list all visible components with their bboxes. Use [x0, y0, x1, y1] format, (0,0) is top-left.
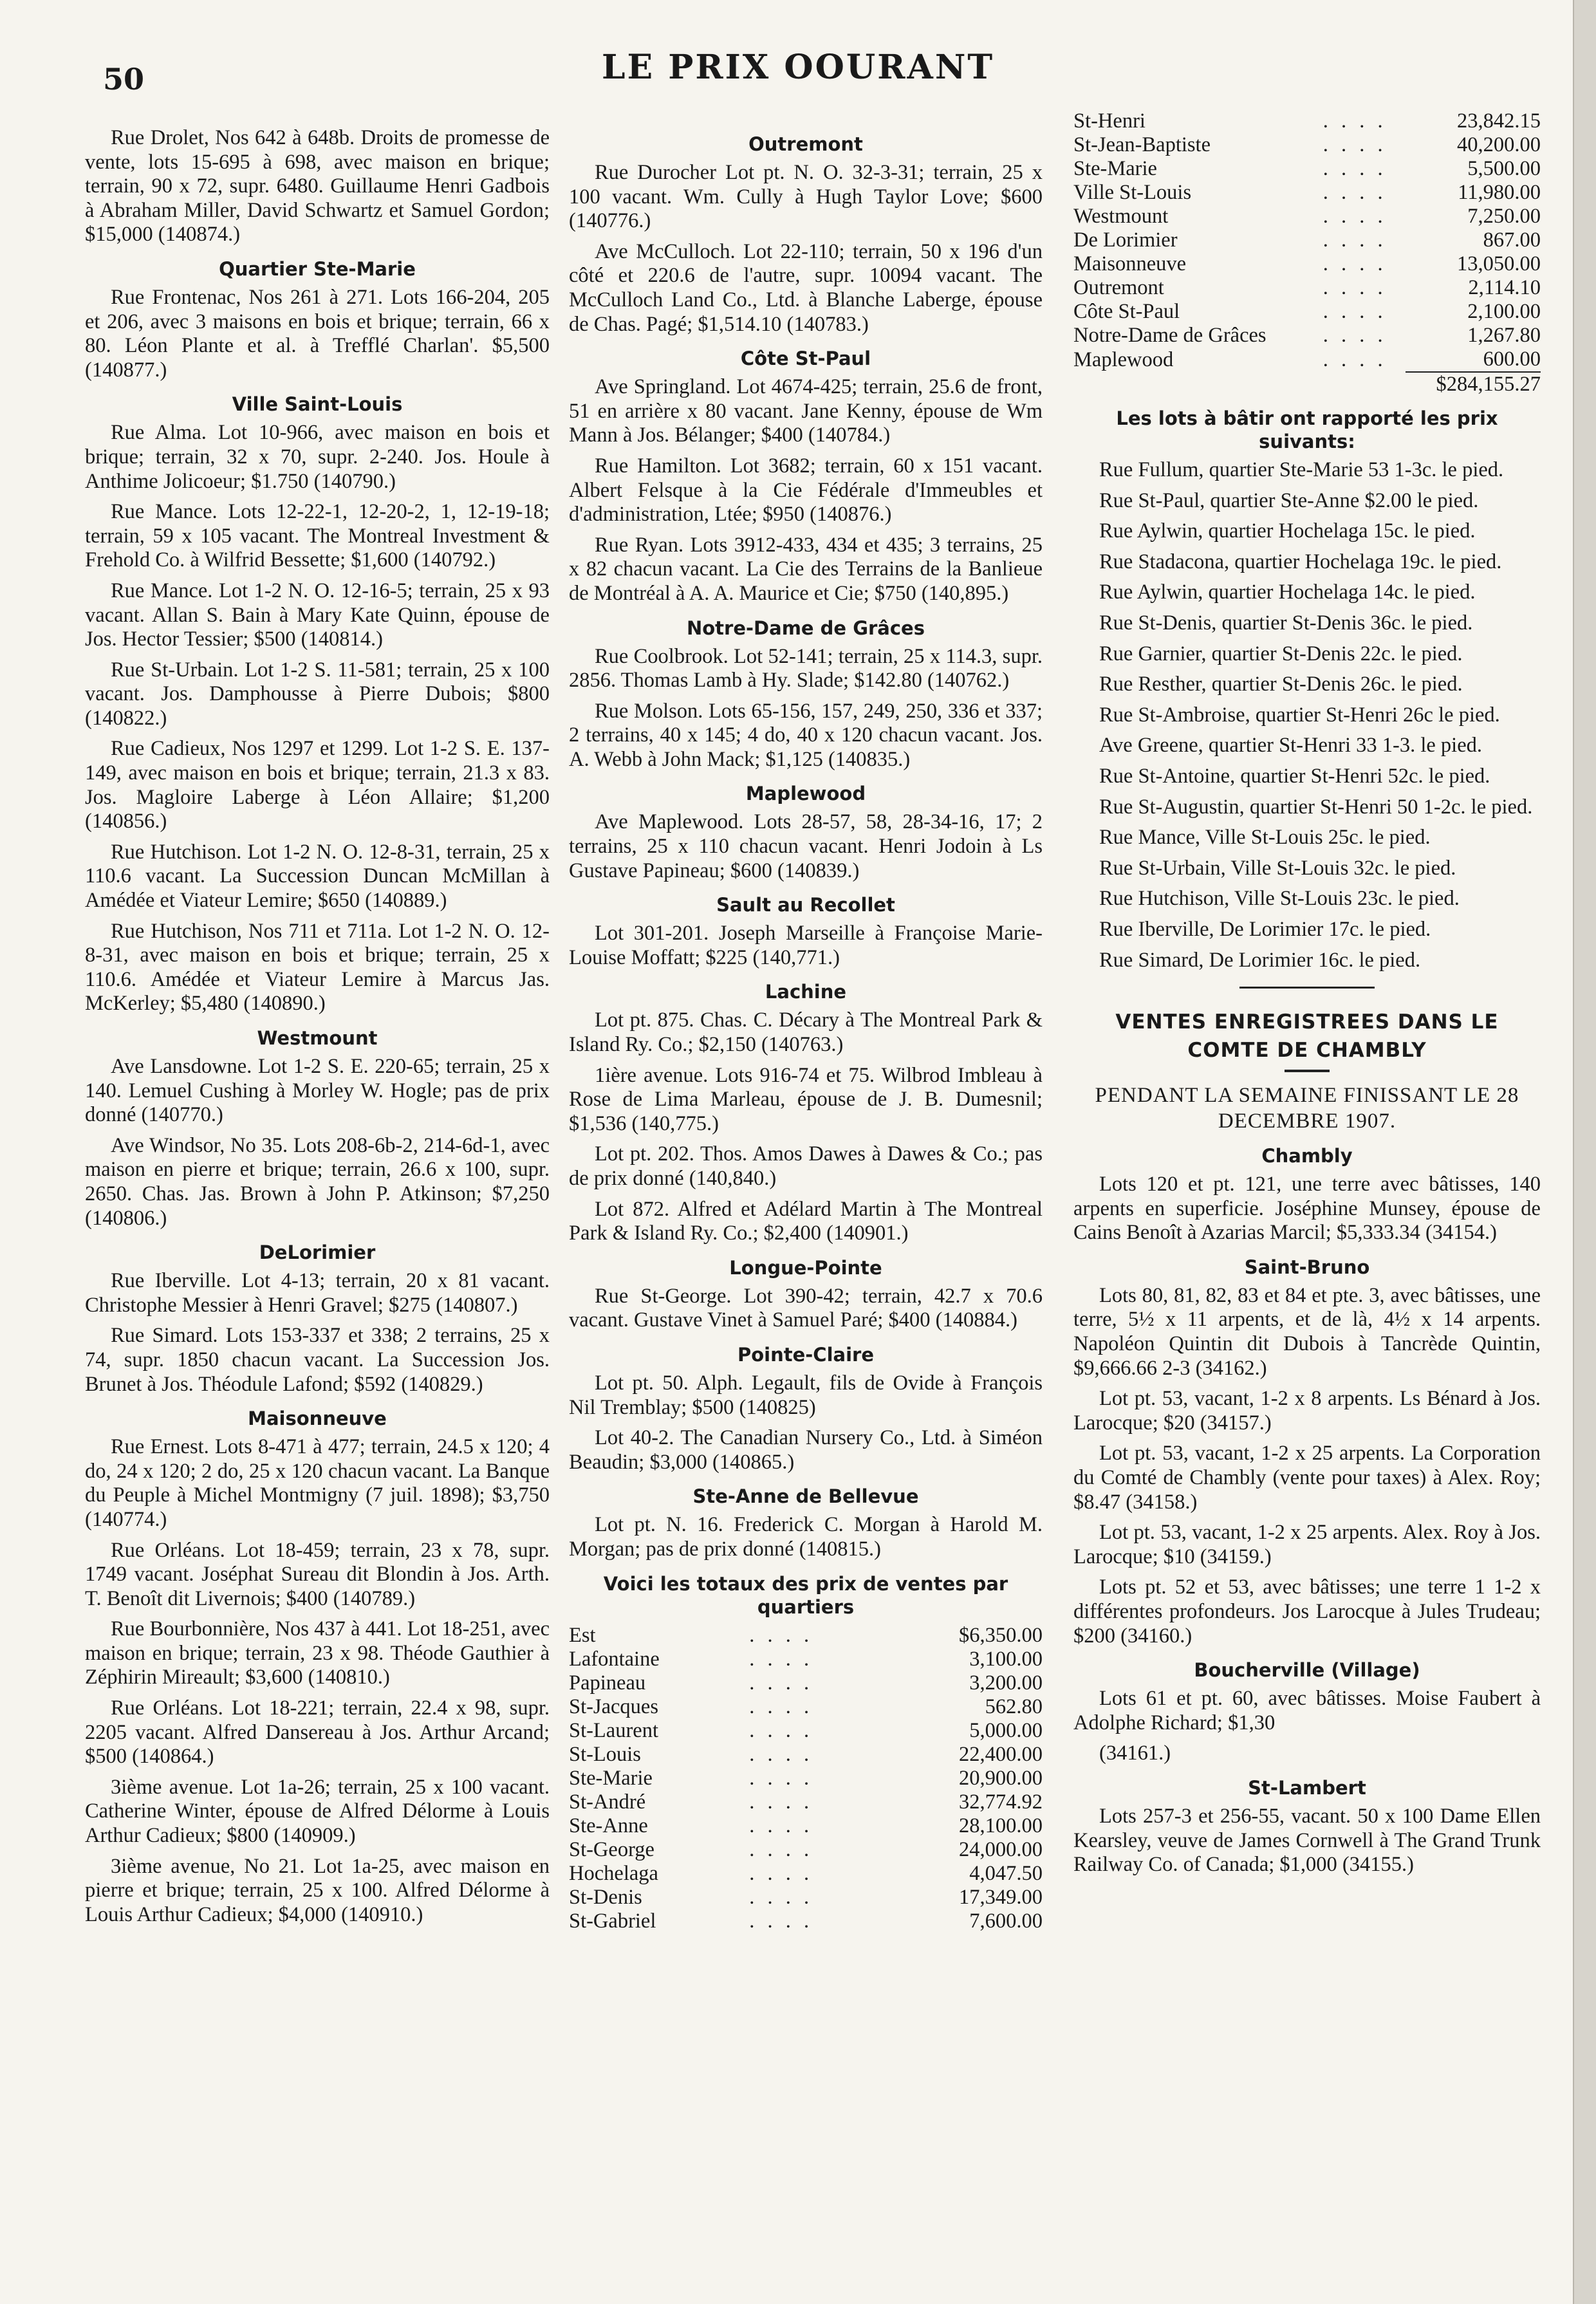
leader-dots: . . . .	[1322, 181, 1387, 204]
quartier-amount: 24,000.00	[959, 1837, 1043, 1861]
quartier-name: Maisonneuve	[1073, 252, 1187, 275]
grand-total: $284,155.27	[1406, 372, 1541, 396]
page-edge	[1573, 0, 1596, 2304]
quartier-amount: 3,200.00	[969, 1671, 1043, 1695]
section-heading: Ville Saint-Louis	[232, 393, 403, 416]
quartier-amount: 17,349.00	[959, 1885, 1043, 1909]
quartier-name: Ste-Marie	[569, 1766, 653, 1790]
leader-dots: . . . .	[749, 1885, 813, 1909]
total-row	[1073, 205, 1541, 228]
total-row	[1073, 133, 1541, 157]
quartier-amount: 562.80	[985, 1695, 1043, 1718]
quartier-amount: 867.00	[1483, 228, 1541, 252]
leader-dots: . . . .	[749, 1671, 813, 1695]
quartier-name: St-Denis	[569, 1885, 642, 1909]
section-heading: Pointe-Claire	[737, 1343, 875, 1366]
sale-entry: Rue Simard, De Lorimier 16c. le pied.	[1099, 948, 1421, 972]
leader-dots: . . . .	[1322, 324, 1387, 347]
leader-dots: . . . .	[749, 1647, 813, 1671]
sale-entry: Ave McCulloch. Lot 22-110; terrain, 50 x 196 d'un côté et 220.6 de l'autre, supr. 10094 vacant. The McCulloch Land Co., Ltd. à Blanche Laberge, épouse de Chas. Pagé; $1,514.10 (140783.)	[569, 239, 1043, 336]
leader-dots: . . . .	[749, 1814, 813, 1837]
leader-dots: . . . .	[749, 1742, 813, 1766]
total-row	[569, 1695, 1043, 1719]
sale-entry: Rue Mance, Ville St-Louis 25c. le pied.	[1099, 826, 1431, 850]
sale-entry: Rue Mance. Lot 1-2 N. O. 12-16-5; terrain, 25 x 93 vacant. Allan S. Bain à Mary Kate Quinn, épouse de Jos. Hector Tessier; $500 (140814.)	[85, 579, 550, 651]
sale-entry: Rue Durocher Lot pt. N. O. 32-3-31; terrain, 25 x 100 vacant. Wm. Cully à Hugh Taylor Love; $600 (140776.)	[569, 161, 1043, 233]
sale-entry: Rue St-Paul, quartier Ste-Anne $2.00 le pied.	[1099, 488, 1479, 512]
sale-entry: Rue Iberville. Lot 4-13; terrain, 20 x 81 vacant. Christophe Messier à Henri Gravel; $275 (140807.)	[85, 1269, 550, 1317]
sale-entry: Rue Orléans. Lot 18-221; terrain, 22.4 x 98, supr. 2205 vacant. Alfred Dansereau à Jos. Arthur Arcand; $500 (140864.)	[85, 1696, 550, 1769]
sale-entry: Rue Hutchison, Ville St-Louis 23c. le pied.	[1099, 887, 1460, 911]
sale-entry: Lots 80, 81, 82, 83 et 84 et pte. 3, avec bâtisses, une terre, 5½ x 11 arpents, et de là, 4½ x 14 arpents. Napoléon Quintin dit Dubois à Tancrède Quintin, $9,666.66 2-3 (34162.)	[1073, 1283, 1541, 1380]
quartier-amount: 32,774.92	[959, 1790, 1043, 1814]
quartier-name: Hochelaga	[569, 1861, 658, 1885]
sale-entry: Rue Coolbrook. Lot 52-141; terrain, 25 x 114.3, supr. 2856. Thomas Lamb à Hy. Slade; $142.80 (140762.)	[569, 644, 1043, 692]
sale-entry: Rue Resther, quartier St-Denis 26c. le pied.	[1099, 673, 1463, 696]
quartier-name: Lafontaine	[569, 1647, 660, 1671]
leader-dots: . . . .	[1322, 252, 1387, 275]
quartier-amount: 7,600.00	[969, 1909, 1043, 1933]
leader-dots: . . . .	[749, 1623, 813, 1647]
sale-entry: Rue Aylwin, quartier Hochelaga 14c. le pied.	[1099, 581, 1476, 604]
sale-entry: Rue Frontenac, Nos 261 à 271. Lots 166-204, 205 et 206, avec 3 maisons en bois et brique; terrain, 66 x 80. Léon Plante et al. à Trefflé Charlan'. $5,500 (140877.)	[85, 285, 550, 382]
sale-entry: Rue Aylwin, quartier Hochelaga 15c. le pied.	[1099, 519, 1476, 543]
section-heading: St-Lambert	[1248, 1776, 1366, 1799]
quartier-name: St-Gabriel	[569, 1909, 656, 1933]
totals-table	[569, 1624, 1043, 1933]
quartier-name: Maplewood	[1073, 348, 1174, 371]
sale-entry: Rue Simard. Lots 153-337 et 338; 2 terrains, 25 x 74, supr. 1850 chacun vacant. La Succession Jos. Brunet à Jos. Théodule Lafond; $592 (140829.)	[85, 1324, 550, 1396]
sale-entry: Rue Hutchison. Lot 1-2 N. O. 12-8-31, terrain, 25 x 110.6 vacant. La Succession Duncan McMillan à Amédée et Viateur Lemire; $650 (140889.)	[85, 840, 550, 913]
sale-entry: Lots 120 et pt. 121, une terre avec bâtisses, 140 arpents en superficie. Joséphine Munsey, épouse de Cains Benoît à Azarias Marcil; $5,333.34 (34154.)	[1073, 1173, 1541, 1245]
sale-entry: Rue St-Antoine, quartier St-Henri 52c. le pied.	[1099, 764, 1490, 788]
sale-entry: Lot pt. 53, vacant, 1-2 x 25 arpents. La Corporation du Comté de Chambly (vente pour taxes) à Alex. Roy; $8.47 (34158.)	[1073, 1442, 1541, 1514]
sale-entry: 1ière avenue. Lots 916-74 et 75. Wilbrod Imbleau à Rose de Lima Marleau, épouse de J. B. Dumesnil; $1,536 (140,775.)	[569, 1063, 1043, 1135]
total-row	[1073, 157, 1541, 181]
quartier-amount: 23,842.15	[1457, 109, 1541, 133]
section-heading: DeLorimier	[259, 1241, 376, 1264]
quartier-name: Ste-Anne	[569, 1814, 648, 1837]
quartier-name: Notre-Dame de Grâces	[1073, 324, 1267, 347]
sale-entry: Rue St-Ambroise, quartier St-Henri 26c le pied.	[1099, 703, 1500, 727]
column-3	[1073, 109, 1541, 1884]
section-heading: Ste-Anne de Bellevue	[692, 1485, 919, 1508]
quartier-amount: 13,050.00	[1457, 252, 1541, 275]
sale-entry: Rue St-Augustin, quartier St-Henri 50 1-2c. le pied.	[1099, 795, 1533, 819]
sale-entry: Rue St-Urbain. Lot 1-2 S. 11-581; terrain, 25 x 100 vacant. Jos. Damphousse à Pierre Dubois; $800 (140822.)	[85, 658, 550, 730]
section-heading: Longue-Pointe	[729, 1256, 882, 1279]
quartier-amount: 22,400.00	[959, 1742, 1043, 1766]
quartier-name: St-Jacques	[569, 1695, 658, 1718]
quartier-amount: 5,500.00	[1467, 157, 1541, 180]
quartier-name: Ste-Marie	[1073, 157, 1157, 180]
leader-dots: . . . .	[1322, 109, 1387, 133]
chambly-heading: VENTES ENREGISTREES DANS LE COMTE DE CHAMBLY	[1115, 1010, 1499, 1063]
total-row	[569, 1743, 1043, 1767]
total-row	[1073, 181, 1541, 205]
sale-entry: Ave Maplewood. Lots 28-57, 58, 28-34-16, 17; 2 terrains, 25 x 110 chacun vacant. Henri Jodoin à Ls Gustave Papineau; $600 (140839.)	[569, 810, 1043, 882]
sale-entry: Lot pt. 202. Thos. Amos Dawes à Dawes & Co.; pas de prix donné (140,840.)	[569, 1142, 1043, 1190]
sale-entry: Ave Lansdowne. Lot 1-2 S. E. 220-65; terrain, 25 x 140. Lemuel Cushing à Morley W. Hogle; pas de prix donné (140770.)	[85, 1055, 550, 1127]
quartier-amount: 11,980.00	[1458, 181, 1541, 204]
total-row	[1073, 252, 1541, 276]
leader-dots: . . . .	[1322, 348, 1387, 371]
column-1	[85, 126, 550, 1933]
section-heading: Les lots à bâtir ont rapporté les prix suivants:	[1116, 407, 1498, 452]
quartier-amount: 2,114.10	[1468, 276, 1541, 299]
quartier-name: St-Henri	[1073, 109, 1146, 133]
section-heading: Chambly	[1261, 1145, 1353, 1167]
total-row	[569, 1719, 1043, 1743]
column-2	[569, 122, 1043, 1933]
total-row	[569, 1909, 1043, 1933]
total-row	[1073, 228, 1541, 252]
sale-entry: Rue Orléans. Lot 18-459; terrain, 23 x 78, supr. 1749 vacant. Joséphat Sureau dit Blondin à Jos. Arth. T. Benoît dit Livernois; $400 (140789.)	[85, 1538, 550, 1610]
quartier-name: St-Laurent	[569, 1718, 658, 1742]
leader-dots: . . . .	[1322, 276, 1387, 299]
total-row	[569, 1790, 1043, 1814]
section-heading: Boucherville (Village)	[1194, 1659, 1420, 1682]
chambly-week: PENDANT LA SEMAINE FINISSANT LE 28 DECEMBRE 1907.	[1095, 1084, 1519, 1133]
total-row	[1073, 348, 1541, 372]
total-row	[569, 1671, 1043, 1695]
total-row	[569, 1838, 1043, 1862]
section-heading: Outremont	[748, 133, 863, 155]
leader-dots: . . . .	[749, 1718, 813, 1742]
leader-dots: . . . .	[749, 1909, 813, 1933]
sale-entry: Rue Ryan. Lots 3912-433, 434 et 435; 3 terrains, 25 x 82 chacun vacant. La Cie des Terrains de la Banlieue de Montréal à A. A. Maurice et Cie; $750 (140,895.)	[569, 533, 1043, 605]
page-number: 50	[103, 62, 145, 97]
quartier-name: Ville St-Louis	[1073, 181, 1192, 204]
quartier-name: St-André	[569, 1790, 646, 1814]
sale-entry: Rue St-Urbain, Ville St-Louis 32c. le pied.	[1099, 856, 1456, 880]
quartier-name: St-Louis	[569, 1742, 641, 1766]
sale-entry: Ave Windsor, No 35. Lots 208-6b-2, 214-6d-1, avec maison en pierre et brique; terrain, 26.6 x 100, supr. 2650. Chas. Jas. Brown à John P. Atkinson; $7,250 (140806.)	[85, 1133, 550, 1230]
total-row	[569, 1814, 1043, 1838]
sale-entry: Lots 61 et pt. 60, avec bâtisses. Moise Faubert à Adolphe Richard; $1,30	[1073, 1687, 1541, 1734]
quartier-name: St-George	[569, 1837, 654, 1861]
sale-entry: Rue Drolet, Nos 642 à 648b. Droits de promesse de vente, lots 15-695 à 698, avec maison en brique; terrain, 90 x 72, supr. 6480. Guillaume Henri Gadbois à Abraham Miller, David Schwartz et Samuel Gordon; $15,000 (140874.)	[85, 126, 550, 246]
sale-entry: Rue Hutchison, Nos 711 et 711a. Lot 1-2 N. O. 12-8-31, avec maison en bois et brique; terrain, 25 x 110.6. Amédée et Viateur Lemire à Marcus Jas. McKerley; $5,480 (140890.)	[85, 919, 550, 1016]
leader-dots: . . . .	[1322, 205, 1387, 228]
leader-dots: . . . .	[1322, 157, 1387, 180]
section-heading: Maplewood	[745, 783, 866, 805]
total-row	[1073, 109, 1541, 133]
total-row	[569, 1767, 1043, 1790]
sale-entry: Rue Molson. Lots 65-156, 157, 249, 250, 336 et 337; 2 terrains, 40 x 145; 4 do, 40 x 120 chacun vacant. Jos. A. Webb à John Mack; $1,125 (140835.)	[569, 699, 1043, 771]
sale-entry: Lot pt. 53, vacant, 1-2 x 25 arpents. Alex. Roy à Jos. Larocque; $10 (34159.)	[1073, 1521, 1541, 1568]
sale-entry: Rue St-Denis, quartier St-Denis 36c. le pied.	[1099, 611, 1473, 635]
sale-entry: Lot 301-201. Joseph Marseille à Françoise Marie-Louise Moffatt; $225 (140,771.)	[569, 922, 1043, 969]
leader-dots: . . . .	[749, 1695, 813, 1718]
sale-entry: Ave Greene, quartier St-Henri 33 1-3. le pied.	[1099, 734, 1483, 757]
sale-entry: Rue Cadieux, Nos 1297 et 1299. Lot 1-2 S. E. 137-149, avec maison en bois et brique; terrain, 21.3 x 83. Jos. Magloire Laberge à Léon Allaire; $1,200 (140856.)	[85, 737, 550, 833]
quartier-amount: 5,000.00	[969, 1718, 1043, 1742]
quartier-amount: 4,047.50	[969, 1861, 1043, 1885]
leader-dots: . . . .	[749, 1837, 813, 1861]
sale-entry: Rue Alma. Lot 10-966, avec maison en bois et brique; terrain, 32 x 70, supr. 2-240. Jos. Houle à Anthime Jolicoeur; $1.750 (140790.)	[85, 421, 550, 493]
section-heading: Quartier Ste-Marie	[219, 257, 416, 280]
sale-entry: 3ième avenue, No 21. Lot 1a-25, avec maison en pierre et brique; terrain, 25 x 100. Alfred Délorme à Louis Arthur Cadieux; $4,000 (140910.)	[85, 1854, 550, 1926]
sale-entry: Rue Bourbonnière, Nos 437 à 441. Lot 18-251, avec maison en brique; terrain, 23 x 98. Théode Gauthier à Zéphirin Mireault; $3,600 (140810.)	[85, 1617, 550, 1689]
quartier-amount: 28,100.00	[959, 1814, 1043, 1837]
sale-entry: (34161.)	[1099, 1742, 1171, 1765]
quartier-amount: 40,200.00	[1457, 133, 1541, 156]
sale-entry: Lot pt. 875. Chas. C. Décary à The Montreal Park & Island Ry. Co.; $2,150 (140763.)	[569, 1008, 1043, 1057]
sale-entry: Rue Ernest. Lots 8-471 à 477; terrain, 24.5 x 120; 4 do, 24 x 120; 2 do, 25 x 120 chacun vacant. La Banque du Peuple à Michel Montmigny (7 juil. 1898); $3,750 (140774.)	[85, 1435, 550, 1531]
total-row	[569, 1862, 1043, 1886]
quartier-amount: 20,900.00	[959, 1766, 1043, 1790]
total-row	[569, 1886, 1043, 1909]
total-row	[1073, 300, 1541, 324]
sale-entry: Lots 257-3 et 256-55, vacant. 50 x 100 Dame Ellen Kearsley, veuve de James Cornwell à The Grand Trunk Railway Co. of Canada; $1,000 (34155.)	[1073, 1804, 1541, 1877]
section-heading: Voici les totaux des prix de ventes par quartiers	[603, 1572, 1008, 1618]
total-row	[569, 1624, 1043, 1648]
leader-dots: . . . .	[749, 1861, 813, 1885]
section-heading: Notre-Dame de Grâces	[686, 617, 925, 639]
quartier-name: St-Jean-Baptiste	[1073, 133, 1211, 156]
sale-entry: Lot 872. Alfred et Adélard Martin à The Montreal Park & Island Ry. Co.; $2,400 (140901.)	[569, 1197, 1043, 1245]
leader-dots: . . . .	[749, 1790, 813, 1814]
section-heading: Westmount	[257, 1027, 378, 1049]
sale-entry: Ave Springland. Lot 4674-425; terrain, 25.6 de front, 51 en arrière x 80 vacant. Jane Kenny, épouse de Wm Mann à Jos. Bélanger; $400 (140784.)	[569, 375, 1043, 447]
sale-entry: Rue Fullum, quartier Ste-Marie 53 1-3c. le pied.	[1099, 458, 1504, 481]
sale-entry: Lot 40-2. The Canadian Nursery Co., Ltd. à Siméon Beaudin; $3,000 (140865.)	[569, 1426, 1043, 1474]
sale-entry: Rue Garnier, quartier St-Denis 22c. le pied.	[1099, 642, 1463, 665]
total-row	[1073, 276, 1541, 300]
section-divider	[1239, 987, 1375, 989]
section-heading: Saint-Bruno	[1244, 1256, 1370, 1278]
quartier-name: De Lorimier	[1073, 228, 1178, 252]
quartier-amount: $6,350.00	[959, 1623, 1043, 1647]
quartier-amount: 2,100.00	[1467, 300, 1541, 323]
totals-table-continued	[1073, 109, 1541, 396]
leader-dots: . . . .	[1322, 133, 1387, 156]
grand-total-row	[1073, 372, 1541, 396]
sale-entry: Lot pt. 50. Alph. Legault, fils de Ovide à François Nil Tremblay; $500 (140825)	[569, 1371, 1043, 1419]
sale-entry: Lots pt. 52 et 53, avec bâtisses; une terre 1 1-2 x différentes profondeurs. Jos Larocque à Jules Trudeau; $200 (34160.)	[1073, 1575, 1541, 1648]
section-heading: Côte St-Paul	[740, 348, 871, 370]
sale-entry: Rue Mance. Lots 12-22-1, 12-20-2, 1, 12-19-18; terrain, 59 x 105 vacant. The Montreal Investment & Frehold Co. à Wilfrid Bessette; $1,600 (140792.)	[85, 500, 550, 572]
leader-dots: . . . .	[749, 1766, 813, 1790]
quartier-name: Côte St-Paul	[1073, 300, 1180, 323]
quartier-name: Est	[569, 1623, 596, 1647]
sale-entry: Rue St-George. Lot 390-42; terrain, 42.7 x 70.6 vacant. Gustave Vinet à Samuel Paré; $400 (140884.)	[569, 1284, 1043, 1332]
sale-entry: Rue Stadacona, quartier Hochelaga 19c. le pied.	[1099, 550, 1502, 573]
section-heading: Lachine	[765, 981, 847, 1003]
quartier-amount: 7,250.00	[1467, 205, 1541, 228]
section-heading: Sault au Recollet	[716, 894, 895, 916]
short-rule	[1285, 1070, 1330, 1072]
quartier-amount: 3,100.00	[969, 1647, 1043, 1671]
quartier-amount: 1,267.80	[1467, 324, 1541, 347]
section-heading: Maisonneuve	[248, 1407, 387, 1430]
sale-entry: Rue Iberville, De Lorimier 17c. le pied.	[1099, 917, 1431, 941]
quartier-name: Papineau	[569, 1671, 646, 1695]
quartier-amount: 600.00	[1483, 348, 1541, 371]
sale-entry: Lot pt. 53, vacant, 1-2 x 8 arpents. Ls Bénard à Jos. Larocque; $20 (34157.)	[1073, 1387, 1541, 1435]
page-title: LE PRIX OOURANT	[601, 48, 995, 87]
leader-dots: . . . .	[1322, 300, 1387, 323]
sale-entry: Lot pt. N. 16. Frederick C. Morgan à Harold M. Morgan; pas de prix donné (140815.)	[569, 1513, 1043, 1561]
sale-entry: Rue Hamilton. Lot 3682; terrain, 60 x 151 vacant. Albert Felsque à la Cie Fédérale d'Immeubles et d'administration, Ltée; $950 (140876.)	[569, 454, 1043, 526]
leader-dots: . . . .	[1322, 228, 1387, 252]
total-row	[569, 1648, 1043, 1671]
sale-entry: 3ième avenue. Lot 1a-26; terrain, 25 x 100 vacant. Catherine Winter, épouse de Alfred Délorme à Louis Arthur Cadieux; $800 (140909.)	[85, 1775, 550, 1848]
quartier-name: Westmount	[1073, 205, 1169, 228]
quartier-name: Outremont	[1073, 276, 1164, 299]
total-row	[1073, 324, 1541, 348]
